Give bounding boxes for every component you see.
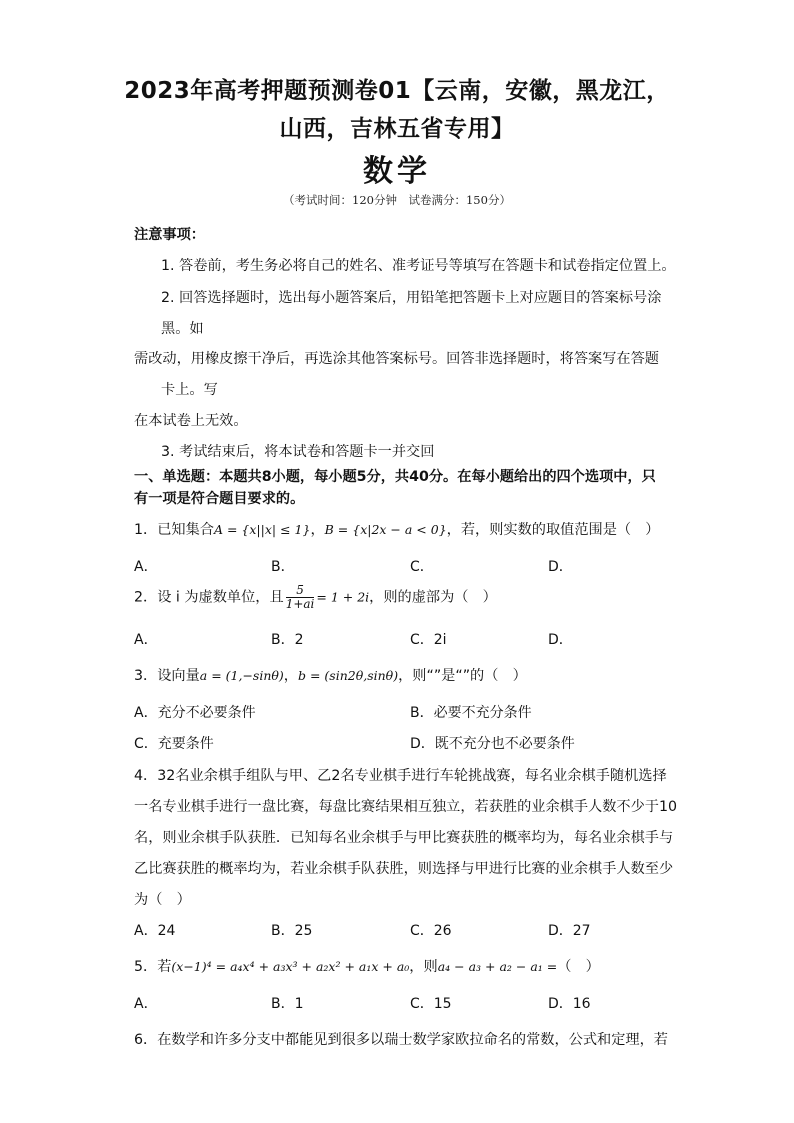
exam-title-line-1: 2023年高考押题预测卷01【云南，安徽，黑龙江， bbox=[124, 78, 670, 104]
q2-prefix: 2．设 i 为虚数单位，且 bbox=[134, 589, 284, 606]
q2-option-b: B．2 bbox=[271, 632, 304, 648]
q3-vector-b: b = (sin2θ,sinθ) bbox=[298, 668, 399, 683]
question-3 bbox=[134, 665, 527, 685]
question-5 bbox=[134, 956, 600, 976]
q5-mid: ，则 bbox=[409, 959, 438, 975]
note-2-line-b: 黑。如 bbox=[161, 321, 204, 337]
q3-option-a: A．充分不必要条件 bbox=[134, 705, 256, 721]
q2-fraction-numerator: 5 bbox=[286, 584, 315, 598]
exam-info: （考试时间：120分钟 试卷满分：150分） bbox=[283, 193, 511, 207]
q1-prefix: 1．已知集合 bbox=[134, 522, 214, 538]
question-4-line-1: 4．32名业余棋手组队与甲、乙2名专业棋手进行车轮挑战赛，每名业余棋手随机选择 bbox=[134, 768, 667, 784]
section-1-heading-line-2: 有一项是符合题目要求的。 bbox=[134, 491, 305, 507]
q1-set-a: A = {x||x| ≤ 1} bbox=[213, 522, 311, 537]
q2-fraction-denominator: 1+ai bbox=[285, 597, 315, 611]
note-2-line-c: 需改动，用橡皮擦干净后，再选涂其他答案标号。回答非选择题时，将答案写在答题 bbox=[134, 351, 659, 367]
notes-heading: 注意事项： bbox=[134, 227, 205, 243]
q3-option-d: D．既不充分也不必要条件 bbox=[410, 736, 575, 752]
q5-option-c: C．15 bbox=[410, 996, 452, 1012]
section-1-heading-line-1: 一、单选题：本题共8小题，每小题5分，共40分。在每小题给出的四个选项中，只 bbox=[134, 469, 656, 485]
q5-option-d: D．16 bbox=[548, 996, 591, 1012]
note-3: 3. 考试结束后，将本试卷和答题卡一并交回 bbox=[161, 444, 435, 460]
note-2-line-d: 卡上。写 bbox=[161, 382, 218, 398]
q1-suffix: ，若，则实数的取值范围是（ ） bbox=[446, 522, 660, 538]
exam-title-line-2: 山西，吉林五省专用】 bbox=[279, 116, 515, 142]
q3-suffix: ，则“”是“”的（ ） bbox=[398, 668, 527, 684]
note-1: 1. 答卷前，考生务必将自己的姓名、准考证号等填写在答题卡和试卷指定位置上。 bbox=[161, 258, 676, 274]
q5-formula: (x−1)⁴ = a₄x⁴ + a₃x³ + a₂x² + a₁x + a₀ bbox=[171, 959, 410, 974]
question-1 bbox=[134, 519, 660, 539]
subject-title: 数学 bbox=[363, 154, 431, 189]
note-2-line-a: 2. 回答选择题时，选出每小题答案后，用铅笔把答题卡上对应题目的答案标号涂 bbox=[161, 290, 662, 306]
q3-option-b: B．必要不充分条件 bbox=[410, 705, 532, 721]
q5-prefix: 5．若 bbox=[134, 959, 172, 975]
q1-option-c: C． bbox=[410, 559, 434, 575]
question-4-line-4: 乙比赛获胜的概率均为，若业余棋手队获胜，则选择与甲进行比赛的业余棋手人数至少 bbox=[134, 861, 674, 877]
q1-separator: ， bbox=[310, 522, 325, 538]
note-2-line-e: 在本试卷上无效。 bbox=[134, 413, 248, 429]
q2-equation: = 1 + 2i bbox=[316, 589, 370, 605]
q2-option-a: A． bbox=[134, 632, 158, 648]
q4-option-d: D．27 bbox=[548, 923, 591, 939]
question-6-line-1: 6．在数学和许多分支中都能见到很多以瑞士数学家欧拉命名的常数，公式和定理，若 bbox=[134, 1032, 668, 1048]
q2-option-d: D． bbox=[548, 632, 573, 648]
q5-option-a: A． bbox=[134, 996, 158, 1012]
q2-suffix: ，则的虚部为（ ） bbox=[369, 589, 497, 606]
q2-option-c: C．2i bbox=[410, 632, 447, 648]
q1-option-d: D． bbox=[548, 559, 573, 575]
q5-expression: a₄ − a₃ + a₂ − a₁ = bbox=[437, 959, 558, 974]
q3-prefix: 3．设向量 bbox=[134, 668, 200, 684]
question-4-line-3: 名，则业余棋手队获胜．已知每名业余棋手与甲比赛获胜的概率均为，每名业余棋手与 bbox=[134, 830, 674, 846]
q5-suffix: （ ） bbox=[557, 959, 600, 975]
q2-fraction bbox=[286, 584, 315, 611]
q3-option-c: C．充要条件 bbox=[134, 736, 214, 752]
q4-option-b: B．25 bbox=[271, 923, 313, 939]
question-4-line-5: 为（ ） bbox=[134, 892, 191, 908]
q1-set-b: B = {x|2x − a < 0} bbox=[324, 522, 447, 537]
question-2 bbox=[134, 584, 497, 611]
q5-option-b: B．1 bbox=[271, 996, 304, 1012]
question-4-line-2: 一名专业棋手进行一盘比赛，每盘比赛结果相互独立，若获胜的业余棋手人数不少于10 bbox=[134, 799, 677, 815]
q4-option-c: C．26 bbox=[410, 923, 452, 939]
q3-vector-a: a = (1,−sinθ) bbox=[199, 668, 284, 683]
q3-separator: ， bbox=[283, 668, 298, 684]
q1-option-b: B． bbox=[271, 559, 295, 575]
q4-option-a: A．24 bbox=[134, 923, 176, 939]
q1-option-a: A． bbox=[134, 559, 158, 575]
